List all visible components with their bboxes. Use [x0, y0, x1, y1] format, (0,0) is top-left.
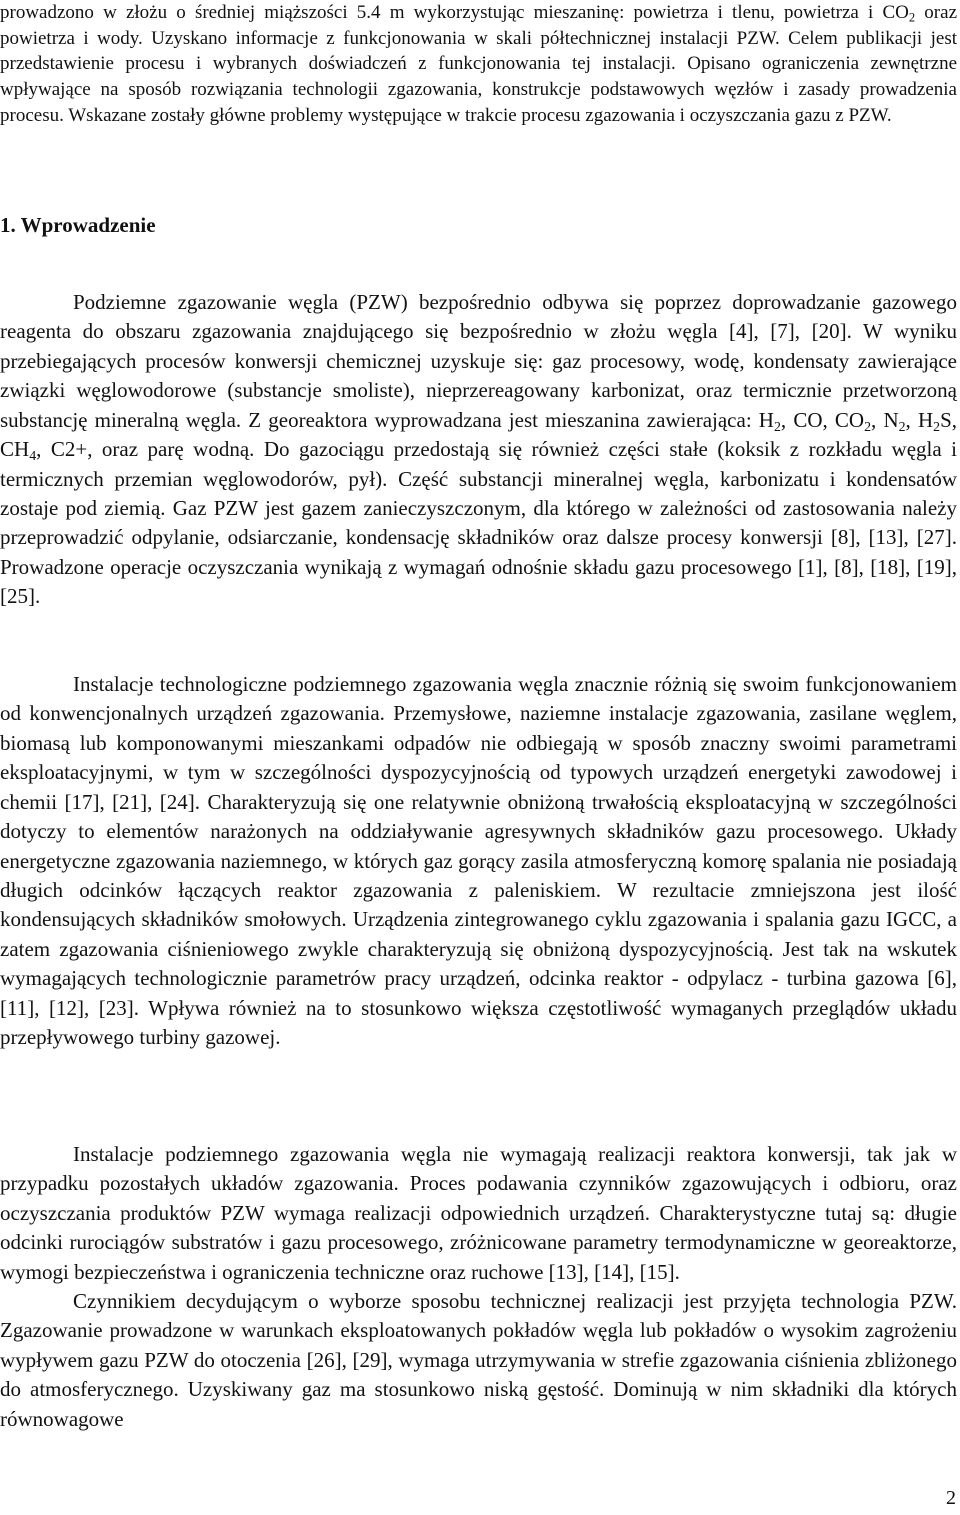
body-paragraph-1: Podziemne zgazowanie węgla (PZW) bezpośrednio odbywa się poprzez doprowadzanie gazowego reagenta do obszaru zgazowania znajdującego się bezpośrednio w złożu węgla [4], [7], [20]. W wyniku przebiegających procesów konwersji chemicznej uzyskuje się: gaz procesowy, wodę, kondensaty zawierające związki węglowodorowe (substancje smoliste), nieprzereagowany karbonizat, oraz termicznie przetworzoną substancję mineralną węgla. Z georeaktora wyprowadzana jest mieszanina zawierająca: $H_2$, CO, $CO_2$, $N_2$, $H_2S$, $CH_4$, C2+, oraz parę wodną. Do gazociągu przedostają się również części stałe (koksik z rozkładu węgla i termicznych przemian węglowodorów, pył). Część substancji mineralnej węgla, karbonizatu i kondensatów zostaje pod ziemią. Gaz PZW jest gazem zanieczyszczonym, dla którego w zależności od zastosowania należy przeprowadzić odpylanie, odsiarczanie, kondensację składników oraz dalsze procesy konwersji [8], [13], [27]. Prowadzone operacje oczyszczania wynikają z wymagań odnośnie składu gazu procesowego [1], [8], [18], [19], [25].: [0, 290, 957, 609]
body-paragraph-3: Instalacje podziemnego zgazowania węgla nie wymagają realizacji reaktora konwersji, tak jak w przypadku pozostałych układów zgazowania. Proces podawania czynników zgazowujących i odbioru, oraz oczyszczania produktów PZW wymaga realizacji odpowiednich urządzeń. Charakterystyczne tutaj są: długie odcinki rurociągów substratów i gazu procesowego, zróżnicowane parametry termodynamiczne w georeaktorze, wymogi bezpieczeństwa i ograniczenia techniczne oraz ruchowe [13], [14], [15].: [0, 1142, 957, 1284]
page-number: 2: [946, 1487, 956, 1509]
section-heading: 1. Wprowadzenie: [0, 213, 156, 237]
abstract-text-1: prowadzono w złożu o średniej miąższości 5.4 m wykorzystując mieszaninę: powietrza i tlenu, powietrza i CO: [0, 2, 909, 23]
abstract-paragraph: [0, 0, 957, 129]
body-paragraph-2: Instalacje technologiczne podziemnego zgazowania węgla znacznie różnią się swoim funkcjonowaniem od konwencjonalnych urządzeń zgazowania. Przemysłowe, naziemne instalacje zgazowania, zasilane węglem, biomasą lub komponowanymi mieszankami odpadów nie odbiegają w sposób znaczny swoimi parametrami eksploatacyjnymi, w tym w szczególności dyspozycyjnością od typowych urządzeń energetyki zawodowej i chemii [17], [21], [24]. Charakteryzują się one relatywnie obniżoną trwałością eksploatacyjną w szczególności dotyczy to elementów narażonych na oddziaływanie agresywnych składników gazu procesowego. Układy energetyczne zgazowania naziemnego, w których gaz gorący zasila atmosferyczną komorę spalania nie posiadają długich odcinków łączących reaktor zgazowania z paleniskiem. W rezultacie zmniejszona jest ilość kondensujących składników smołowych. Urządzenia zintegrowanego cyklu zgazowania i spalania gazu IGCC, a zatem zgazowania ciśnieniowego zwykle charakteryzują się obniżoną dyspozycyjnością. Jest tak na wskutek wymagających technologicznie parametrów pracy urządzeń, odcinka reaktor - odpylacz - turbina gazowa [6], [11], [12], [23]. Wpływa również na to stosunkowo większa częstotliwość wymaganych przeglądów układu przepływowego turbiny gazowej.: [0, 672, 957, 1050]
subscript: 2: [908, 10, 916, 25]
abstract-text-2: oraz powietrza i wody. Uzyskano informacje z funkcjonowania w skali półtechnicznej instalacji PZW. Celem publikacji jest przedstawienie procesu i wybranych doświadczeń z funkcjonowania tej instalacji. Opisano ograniczenia zewnętrzne wpływające na sposób rozwiązania technologii zgazowania, konstrukcje podstawowych węzłów i zasady prowadzenia procesu. Wskazane zostały główne problemy występujące w trakcie procesu zgazowania i oczyszczania gazu z PZW.: [0, 2, 958, 126]
body-paragraph-4: Czynnikiem decydującym o wyborze sposobu technicznej realizacji jest przyjęta technologia PZW. Zgazowanie prowadzone w warunkach eksploatowanych pokładów węgla lub pokładów o wysokim zagrożeniu wypływem gazu PZW do otoczenia [26], [29], wymaga utrzymywania w strefie zgazowania ciśnienia zbliżonego do atmosferycznego. Uzyskiwany gaz ma stosunkowo niską gęstość. Dominują w nim składniki dla których równowagowe: [0, 1289, 957, 1431]
